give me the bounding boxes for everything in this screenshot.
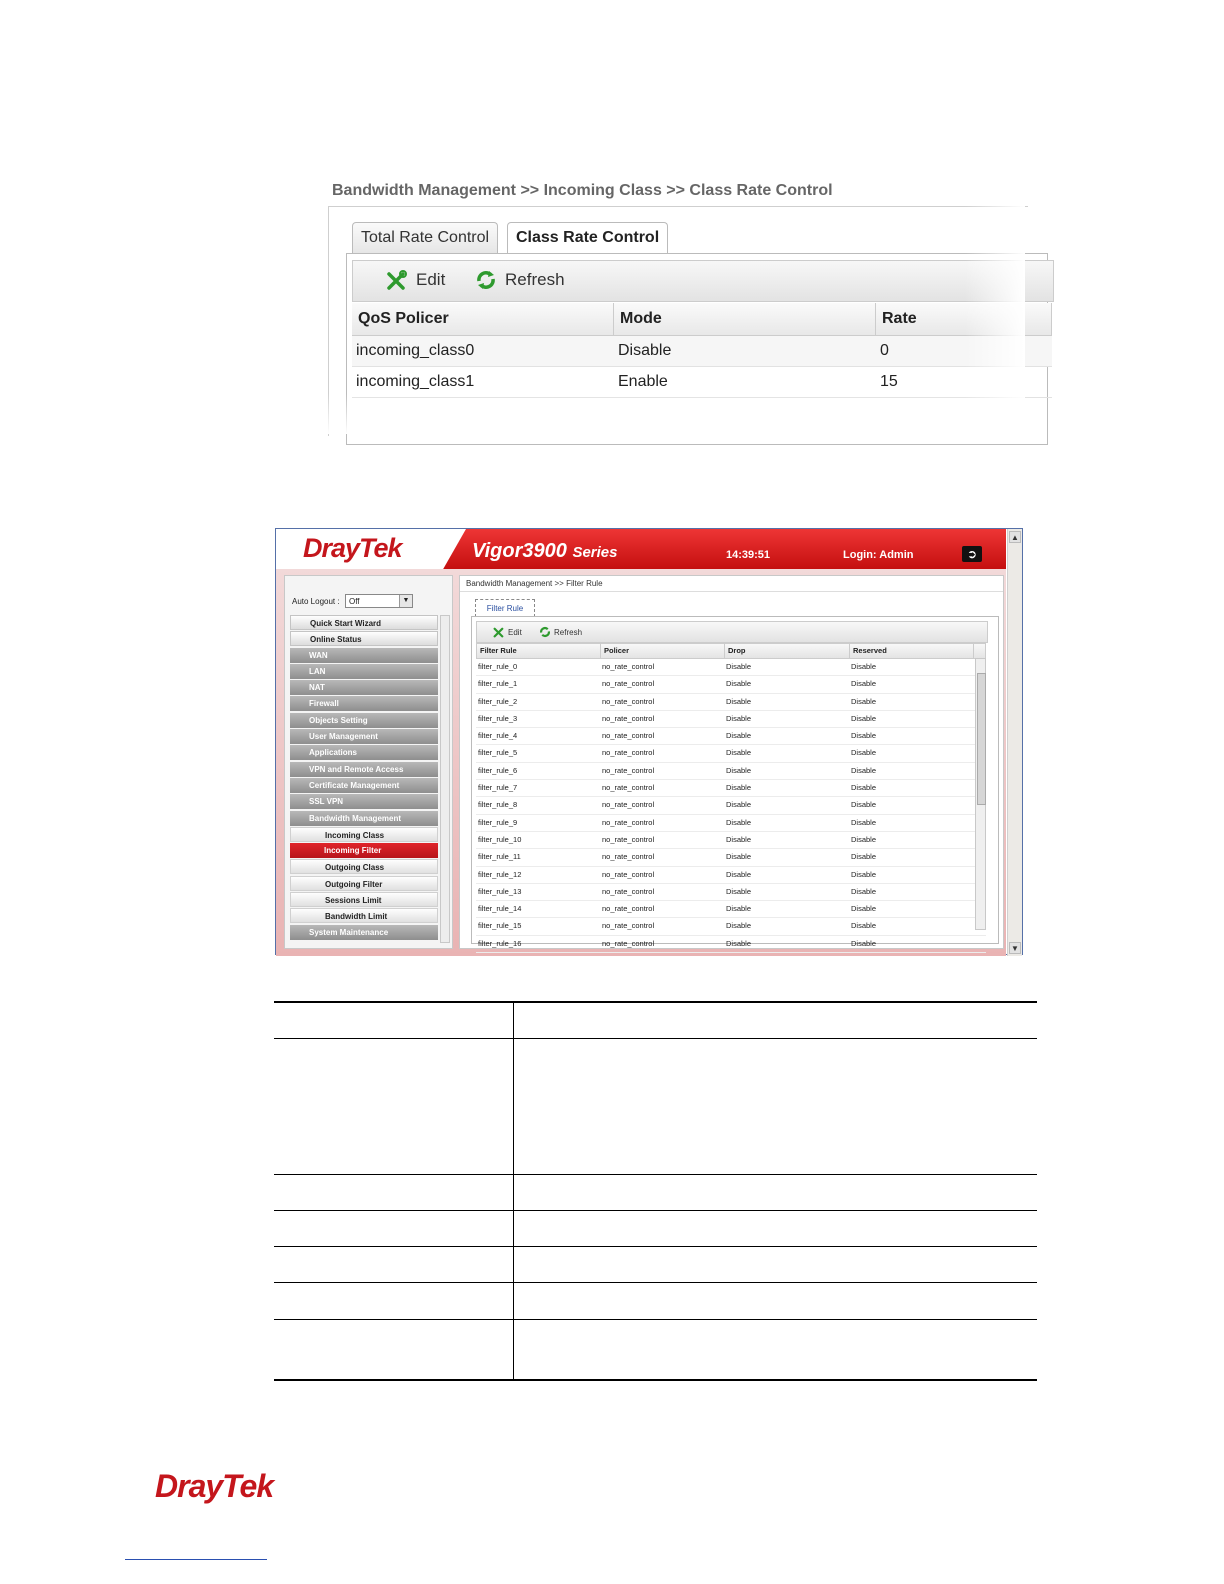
column-header-reserved[interactable]: Reserved — [850, 644, 974, 658]
cell-policer: no_rate_control — [602, 921, 655, 931]
cell-filter-rule: filter_rule_3 — [478, 713, 518, 723]
sidebar-item-quick-start-wizard[interactable]: Quick Start Wizard — [290, 615, 438, 630]
cell-rate: 0 — [880, 342, 889, 359]
draytek-logo: DrayTek — [303, 533, 402, 563]
edit-label: Edit — [508, 627, 522, 637]
tab-panel — [471, 616, 999, 948]
table-row[interactable] — [476, 797, 986, 814]
login-status: Login: Admin — [843, 549, 914, 561]
toolbar — [476, 621, 988, 643]
table-row[interactable] — [476, 728, 986, 745]
cell-filter-rule: filter_rule_2 — [478, 696, 518, 706]
cell-reserved: Disable — [851, 765, 877, 775]
cell-policer: no_rate_control — [602, 834, 655, 844]
model-name: Vigor3900 Series — [472, 540, 618, 562]
cell-drop: Disable — [726, 921, 752, 931]
auto-logout-select[interactable]: Off ▼ — [345, 594, 413, 608]
cell-drop: Disable — [726, 748, 752, 758]
sidebar-item-firewall[interactable]: Firewall — [290, 696, 438, 711]
cell-filter-rule: filter_rule_7 — [478, 783, 518, 793]
cell-reserved: Disable — [851, 731, 877, 741]
cell-reserved: Disable — [851, 904, 877, 914]
cell-filter-rule: filter_rule_5 — [478, 748, 518, 758]
cell-drop: Disable — [726, 765, 752, 775]
refresh-button[interactable] — [539, 626, 582, 638]
column-header-rate[interactable]: Rate — [876, 303, 1052, 335]
cell-reserved: Disable — [851, 886, 877, 896]
breadcrumb: Bandwidth Management >> Incoming Class >> Class Rate Control — [332, 182, 833, 199]
refresh-icon — [539, 626, 551, 638]
cell-drop: Disable — [726, 817, 752, 827]
sidebar-item-outgoing-filter[interactable]: Outgoing Filter — [290, 876, 438, 891]
grid-header — [476, 643, 986, 659]
sidebar-item-outgoing-class[interactable]: Outgoing Class — [290, 859, 438, 874]
edit-icon — [493, 626, 505, 638]
cell-policer: no_rate_control — [602, 662, 655, 671]
cell-filter-rule: filter_rule_8 — [478, 800, 518, 810]
edit-icon — [386, 269, 408, 291]
sidebar-item-sessions-limit[interactable]: Sessions Limit — [290, 892, 438, 907]
cell-policer: no_rate_control — [602, 852, 655, 862]
cell-drop: Disable — [726, 904, 752, 914]
column-header-policer[interactable]: Policer — [601, 644, 725, 658]
cell-filter-rule: filter_rule_13 — [478, 886, 522, 896]
cell-policer: no_rate_control — [602, 869, 655, 879]
sidebar-item-user-management[interactable]: User Management — [290, 729, 438, 744]
sidebar-item-lan[interactable]: LAN — [290, 664, 438, 679]
cell-filter-rule: filter_rule_6 — [478, 765, 518, 775]
table-row-divider — [274, 1246, 1037, 1247]
cell-mode: Disable — [618, 342, 672, 359]
cell-policer: no_rate_control — [602, 748, 655, 758]
cell-filter-rule: filter_rule_1 — [478, 679, 518, 689]
refresh-label: Refresh — [505, 270, 565, 289]
cell-drop: Disable — [726, 800, 752, 810]
cell-reserved: Disable — [851, 921, 877, 931]
window-scrollbar[interactable] — [1007, 529, 1022, 956]
table-row[interactable] — [476, 763, 986, 780]
refresh-button[interactable] — [475, 269, 565, 291]
cell-filter-rule: filter_rule_0 — [478, 662, 518, 671]
cell-reserved: Disable — [851, 748, 877, 758]
sidebar-item-system-maintenance[interactable]: System Maintenance — [290, 925, 438, 940]
class-rate-control-screenshot — [320, 172, 1025, 434]
refresh-icon — [475, 269, 497, 291]
cell-filter-rule: filter_rule_15 — [478, 921, 522, 931]
sidebar-item-ssl-vpn[interactable]: SSL VPN — [290, 794, 438, 809]
toolbar — [352, 260, 1054, 302]
tab-total-rate-control[interactable]: Total Rate Control — [352, 222, 498, 253]
cell-reserved: Disable — [851, 938, 877, 948]
table-row[interactable] — [352, 336, 1052, 367]
sidebar-item-bandwidth-management[interactable]: Bandwidth Management — [290, 811, 438, 826]
scroll-down-icon[interactable]: ▼ — [1009, 942, 1021, 954]
sidebar-menu — [290, 615, 438, 941]
clock: 14:39:51 — [726, 549, 771, 561]
sidebar-item-nat[interactable]: NAT — [290, 680, 438, 695]
cell-qos-policer: incoming_class0 — [356, 342, 475, 359]
sidebar-item-vpn-and-remote-access[interactable]: VPN and Remote Access — [290, 762, 438, 777]
cell-policer: no_rate_control — [602, 679, 655, 689]
table-row[interactable] — [476, 780, 986, 797]
grid-scrollbar[interactable] — [975, 658, 986, 930]
logout-icon[interactable]: ➲ — [962, 546, 982, 562]
cell-filter-rule: filter_rule_4 — [478, 731, 518, 741]
cell-reserved: Disable — [851, 713, 877, 723]
table-row[interactable] — [476, 659, 986, 676]
cell-policer: no_rate_control — [602, 713, 655, 723]
chevron-down-icon: ▼ — [399, 595, 412, 607]
grid-body — [352, 336, 1052, 398]
cell-policer: no_rate_control — [602, 765, 655, 775]
cell-drop: Disable — [726, 679, 752, 689]
cell-reserved: Disable — [851, 869, 877, 879]
scroll-up-icon[interactable]: ▲ — [1009, 531, 1021, 543]
cell-reserved: Disable — [851, 783, 877, 793]
table-row[interactable] — [476, 884, 986, 901]
sidebar-scrollbar[interactable] — [440, 615, 450, 943]
sidebar-item-bandwidth-limit[interactable]: Bandwidth Limit — [290, 908, 438, 923]
scrollbar-thumb[interactable] — [977, 673, 986, 805]
table-row[interactable] — [476, 918, 986, 935]
grid-header — [352, 303, 1052, 336]
router-header — [276, 529, 1006, 569]
footer-draytek-logo: DrayTek — [155, 1468, 274, 1504]
cell-drop: Disable — [726, 783, 752, 793]
cell-drop: Disable — [726, 713, 752, 723]
table-row-divider — [274, 1282, 1037, 1283]
cell-drop: Disable — [726, 696, 752, 706]
filter-rule-screenshot — [275, 528, 1023, 955]
cell-drop: Disable — [726, 869, 752, 879]
sidebar-item-incoming-class[interactable]: Incoming Class — [290, 827, 438, 842]
table-bottom-rule — [274, 1379, 1037, 1381]
footer-link-underline — [125, 1559, 267, 1560]
cell-filter-rule: filter_rule_16 — [478, 938, 522, 948]
cell-filter-rule: filter_rule_11 — [478, 852, 521, 862]
cell-reserved: Disable — [851, 696, 877, 706]
grid-body — [476, 659, 986, 948]
breadcrumb: Bandwidth Management >> Filter Rule — [466, 579, 603, 588]
column-header-mode[interactable]: Mode — [614, 303, 876, 335]
table-row[interactable] — [476, 815, 986, 832]
table-row[interactable] — [476, 694, 986, 711]
edit-label: Edit — [416, 270, 446, 289]
cell-reserved: Disable — [851, 817, 877, 827]
sidebar-item-certificate-management[interactable]: Certificate Management — [290, 778, 438, 793]
edit-button[interactable] — [493, 626, 522, 638]
cell-filter-rule: filter_rule_10 — [478, 834, 522, 844]
table-top-rule — [274, 1001, 1037, 1003]
cell-policer: no_rate_control — [602, 783, 655, 793]
sidebar-item-applications[interactable]: Applications — [290, 745, 438, 760]
cell-reserved: Disable — [851, 679, 877, 689]
table-row-divider — [274, 1210, 1037, 1211]
table-row[interactable] — [476, 676, 986, 693]
sidebar-item-objects-setting[interactable]: Objects Setting — [290, 713, 438, 728]
table-row-divider — [274, 1174, 1037, 1175]
auto-logout-label: Auto Logout : — [292, 597, 340, 606]
cell-drop: Disable — [726, 834, 752, 844]
sidebar-item-wan[interactable]: WAN — [290, 648, 438, 663]
column-header-drop[interactable]: Drop — [725, 644, 850, 658]
description-table — [274, 1001, 1037, 1381]
cell-rate: 15 — [880, 373, 898, 390]
cell-policer: no_rate_control — [602, 696, 655, 706]
cell-policer: no_rate_control — [602, 800, 655, 810]
tab-filter-rule[interactable]: Filter Rule — [475, 599, 535, 617]
table-row-divider — [274, 1319, 1037, 1320]
table-row[interactable] — [476, 867, 986, 884]
column-header-filter-rule[interactable]: Filter Rule — [477, 644, 601, 658]
class-rate-grid — [352, 303, 1052, 398]
edit-button[interactable] — [386, 269, 445, 291]
cell-drop: Disable — [726, 886, 752, 896]
cell-policer: no_rate_control — [602, 817, 655, 827]
cell-reserved: Disable — [851, 834, 877, 844]
cell-filter-rule: filter_rule_12 — [478, 869, 522, 879]
cell-drop: Disable — [726, 938, 752, 948]
cell-policer: no_rate_control — [602, 731, 655, 741]
cell-reserved: Disable — [851, 662, 877, 671]
filter-rule-grid — [476, 643, 986, 948]
cell-filter-rule: filter_rule_14 — [478, 904, 522, 914]
cell-policer: no_rate_control — [602, 886, 655, 896]
cell-reserved: Disable — [851, 852, 877, 862]
sidebar-item-online-status[interactable]: Online Status — [290, 631, 438, 646]
cell-drop: Disable — [726, 852, 752, 862]
breadcrumb-divider — [460, 591, 1003, 592]
breadcrumb-divider — [328, 206, 1028, 207]
table-row[interactable] — [476, 832, 986, 849]
sidebar-item-incoming-filter[interactable]: Incoming Filter — [290, 843, 438, 858]
cell-policer: no_rate_control — [602, 938, 655, 948]
table-row-divider — [274, 1038, 1037, 1039]
table-row[interactable] — [476, 745, 986, 762]
cell-qos-policer: incoming_class1 — [356, 373, 475, 390]
main-content — [459, 575, 1004, 949]
cell-drop: Disable — [726, 662, 752, 671]
cell-reserved: Disable — [851, 800, 877, 810]
table-column-divider — [513, 1001, 514, 1381]
table-row[interactable] — [352, 367, 1052, 398]
cell-drop: Disable — [726, 731, 752, 741]
column-header-qos-policer[interactable]: QoS Policer — [352, 303, 614, 335]
cell-filter-rule: filter_rule_9 — [478, 817, 518, 827]
table-row[interactable] — [476, 901, 986, 918]
table-row[interactable] — [476, 711, 986, 728]
sidebar — [284, 575, 453, 949]
tab-class-rate-control[interactable]: Class Rate Control — [507, 222, 668, 254]
frame-edge — [328, 206, 329, 436]
cell-mode: Enable — [618, 373, 668, 390]
cell-policer: no_rate_control — [602, 904, 655, 914]
table-row[interactable] — [476, 936, 986, 953]
refresh-label: Refresh — [554, 627, 583, 637]
table-row[interactable] — [476, 849, 986, 866]
